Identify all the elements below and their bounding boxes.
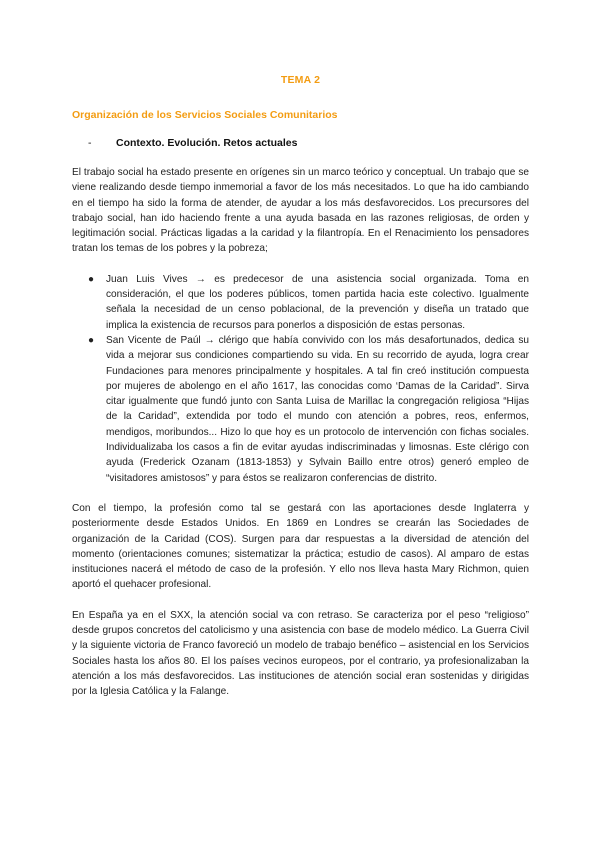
bullet-icon: ●: [88, 334, 95, 346]
list-item: [72, 333, 529, 486]
list-item: [72, 272, 529, 333]
paragraph-intro: El trabajo social ha estado presente en orígenes sin un marco teórico y conceptual. Un trabajo que se viene realizando desde tiempo inmemorial a favor de los más necesitados. Lo que ha ido cambiando en el tiempo ha sido la forma de atender, de ayudar a los más desfavorecidos. Los precursores del trabajo social, han ido haciendo frente a una ayuda basada en las razones religiosas, de orden y legitimación social. Prácticas ligadas a la caridad y la filantropía. En el Renacimiento los pensadores tratan los temas de los pobres y la pobreza;: [72, 167, 529, 255]
section-title: Organización de los Servicios Sociales Comunitarios: [72, 109, 338, 121]
list-item-text: Juan Luis Vives → es predecesor de una asistencia social organizada. Toma en consideración, el que los poderes públicos, tomen partida hacia este colectivo. Igualmente señala la necesidad de un censo poblacional, de la prevención y diseña un tratado que implica la existencia de recursos para ponerlos a disposición de estas personas.: [106, 273, 529, 331]
precursors-list: [72, 272, 529, 486]
bullet-icon: ●: [88, 273, 95, 285]
subheading: [88, 137, 529, 149]
paragraph-profession: Con el tiempo, la profesión como tal se gestará con las aportaciones desde Inglaterra y posteriormente desde Estados Unidos. En 1869 en Londres se crearán las Sociedades de organización de la Caridad (COS). Surgen para dar respuestas a la diversidad de atención del momento (orientaciones comunes; sistematizar la práctica; estudio de casos). Al amparo de estas instituciones nacerá el método de caso de la profesión. Y ello nos lleva hasta Mary Richmon, quien aportó el quehacer profesional.: [72, 502, 529, 591]
subheading-marker: -: [88, 137, 92, 149]
paragraph-spain: En España ya en el SXX, la atención social va con retraso. Se caracteriza por el peso “religioso” desde grupos concretos del catolicismo y una asistencia con base de modelo médico. La Guerra Civil y la siguiente victoria de Franco favoreció un modelo de trabajo benéfico – asistencial en los Servicios Sociales hasta los años 80. El los países vecinos europeos, por el contrario, ya profesionalizaban la atención a los más desfavorecidos. Las instituciones de atención social eran sostenidas y dirigidas por la Iglesia Católica y la Falange.: [72, 609, 529, 698]
topic-number: TEMA 2: [280, 74, 321, 86]
subheading-text: Contexto. Evolución. Retos actuales: [116, 137, 298, 149]
list-item-text: San Vicente de Paúl → clérigo que había convivido con los más desafortunados, dedica su vida a mejorar sus condiciones compartiendo su vida. En su recorrido de ayuda, logra crear Fundaciones para menores principalmente y hospitales. A tal fin creó institución compuesta por mujeres de abolengo en el año 1617, las conocidas como ‘Damas de la Caridad”. Sirva citar igualmente que fundó junto con Santa Luisa de Marillac la congregación religiosa “Hijas de la Caridad”, extendida por todo el mundo con atención a pobres, reos, enfermos, mendigos, moribundos... Hizo lo que hoy es un protocolo de intervención con fichas sociales. Individualizaba los casos a fin de evitar ayudas indiscriminadas y limosnas. Este clérigo con ayuda (Frederick Ozanam (1813-1853) y Sylvain Baillo entre otros) generó empleo de “visitadores amistosos” y para éstos se realizaron conferencias de distrito.: [106, 334, 529, 484]
